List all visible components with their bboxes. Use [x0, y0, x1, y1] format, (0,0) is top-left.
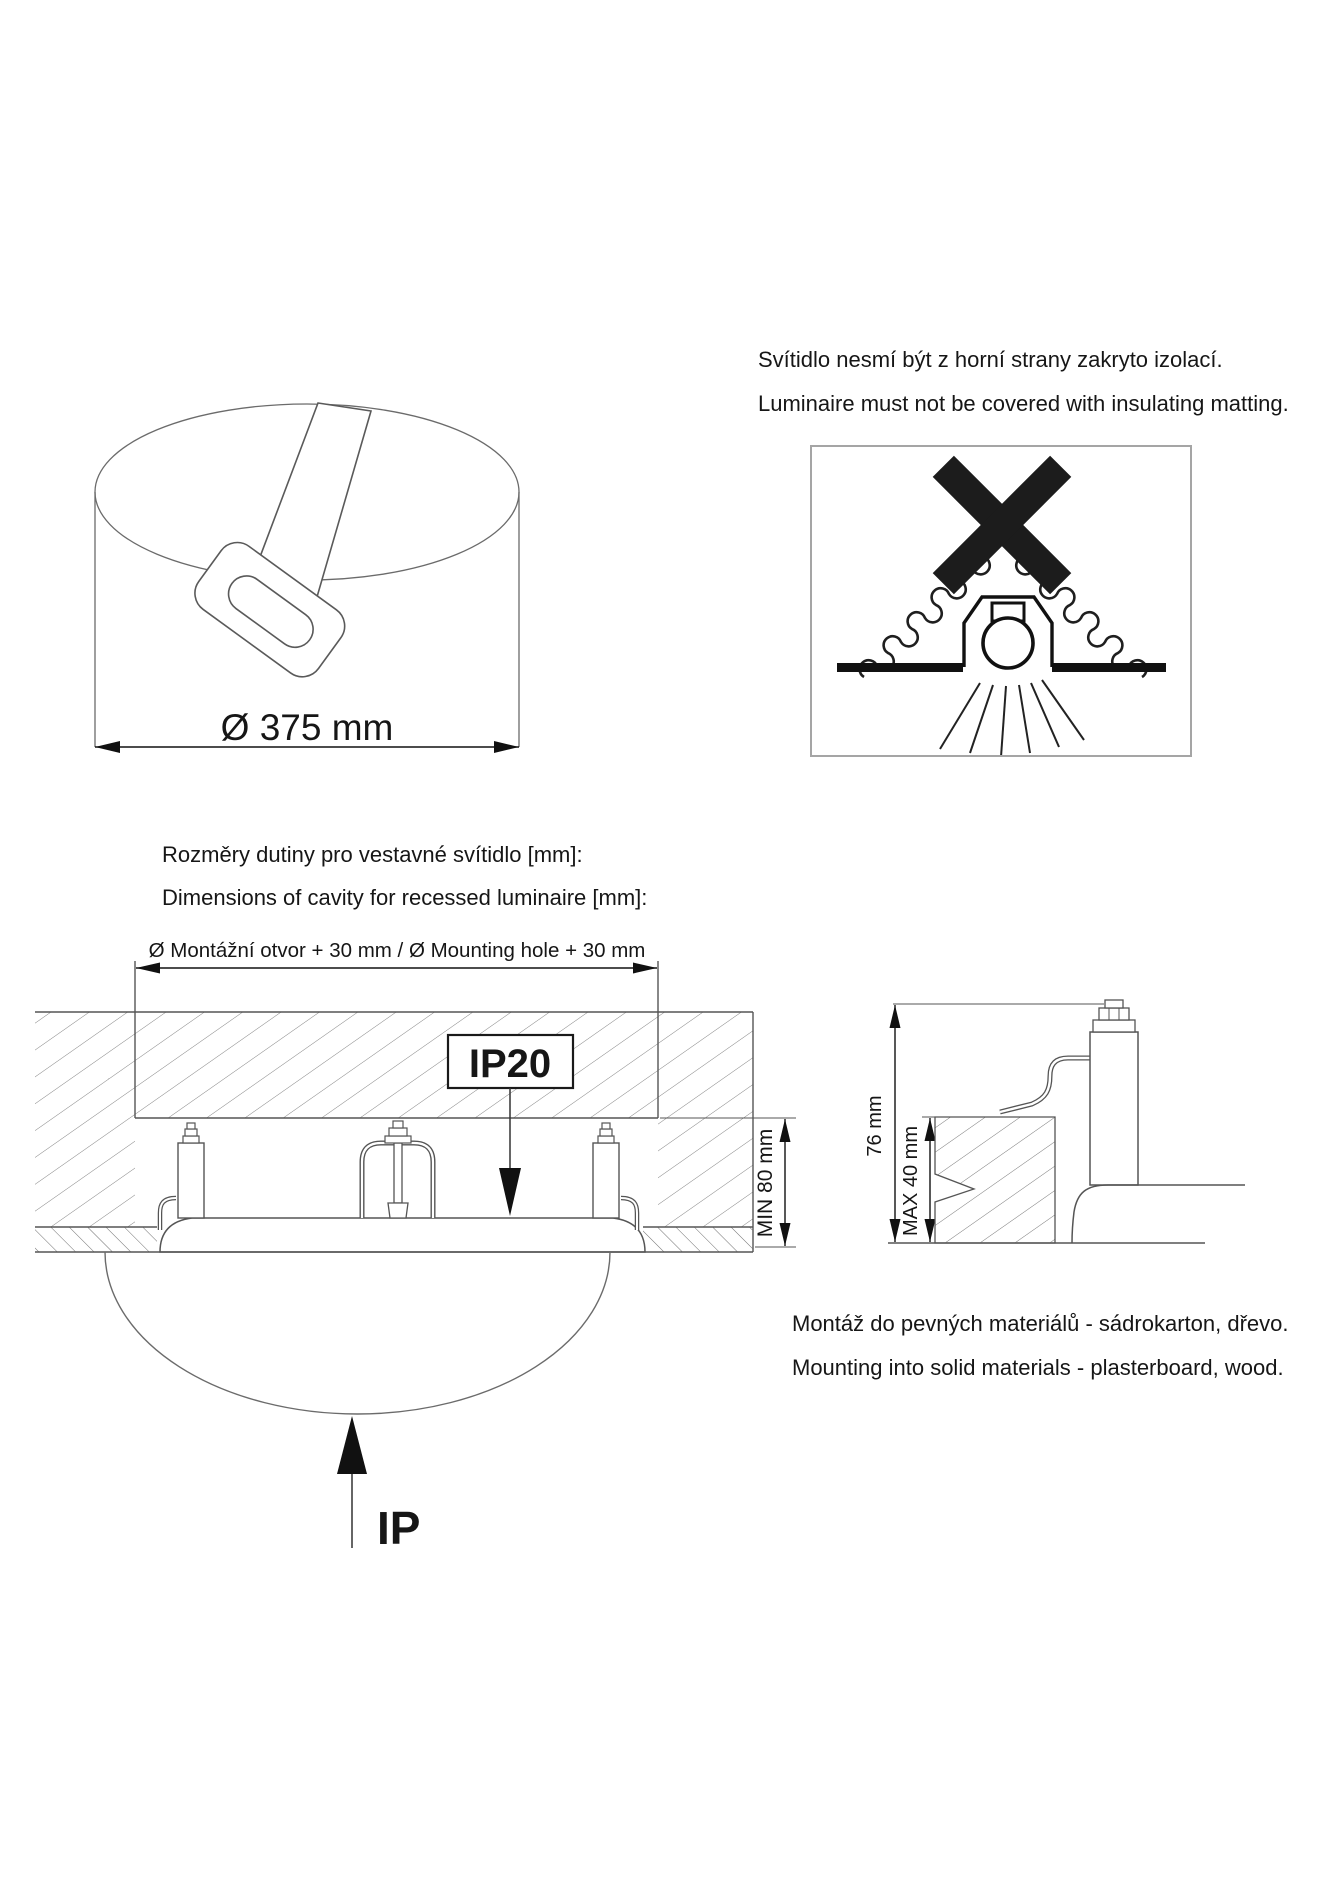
mounting-post-right — [593, 1123, 637, 1230]
insulation-warning-text-en: Luminaire must not be covered with insulating matting. — [758, 391, 1289, 416]
min-depth-label: MIN 80 mm — [754, 1128, 777, 1238]
max-board-thickness-label: MAX 40 mm — [900, 1125, 922, 1237]
light-rays-icon — [940, 680, 1084, 755]
no-insulation-warning-box — [810, 445, 1192, 757]
base-flange-profile — [1072, 1185, 1245, 1243]
wall-hatch-left — [35, 1118, 135, 1227]
mounting-note-cs: Montáž do pevných materiálů - sádrokarton, dřevo. — [792, 1311, 1289, 1336]
threaded-post-detail — [1090, 1000, 1138, 1185]
no-insulation-warning-icon — [812, 447, 1190, 755]
mounting-bracket-center — [362, 1121, 433, 1218]
mounting-post-left — [160, 1123, 204, 1230]
cavity-heading-en: Dimensions of cavity for recessed luminaire [mm]: — [162, 885, 648, 910]
bulb-icon — [983, 618, 1033, 668]
wall-hatch-top — [35, 1012, 753, 1118]
ceiling-board-right — [643, 1227, 753, 1252]
luminaire-base-plate — [160, 1218, 645, 1252]
ceiling-bar-left — [837, 663, 963, 672]
plasterboard-block — [935, 1117, 1055, 1243]
ceiling-board-left — [35, 1227, 157, 1252]
ip-arrow-icon — [337, 1416, 367, 1474]
total-height-label: 76 mm — [864, 1095, 886, 1157]
dim-arrow-left — [95, 741, 120, 753]
mounting-hole-dimension-label: Ø Montážní otvor + 30 mm / Ø Mounting hole + 30 mm — [148, 939, 646, 962]
ip20-label: IP20 — [468, 1042, 552, 1086]
ceiling-bar-right — [1052, 663, 1166, 672]
x-mark-icon — [933, 456, 1072, 595]
dim-arrow-right — [494, 741, 519, 753]
cavity-heading-cs: Rozměry dutiny pro vestavné svítidlo [mm]: — [162, 842, 583, 867]
diameter-dimension-label: Ø 375 mm — [220, 707, 394, 748]
spring-clip-wire — [1000, 1058, 1090, 1112]
mounting-note-en: Mounting into solid materials - plasterboard, wood. — [792, 1355, 1284, 1380]
dome-diffuser — [105, 1252, 610, 1414]
cavity-cross-section-figure — [30, 930, 820, 1590]
ip-arrow-label: IP — [377, 1502, 421, 1554]
mounting-detail-figure — [850, 985, 1270, 1275]
wall-hatch-right — [658, 1118, 753, 1227]
ip20-arrow-icon — [499, 1168, 521, 1216]
saw-cutout-figure — [50, 320, 560, 780]
insulation-warning-text-cs: Svítidlo nesmí být z horní strany zakryto izolací. — [758, 347, 1223, 372]
